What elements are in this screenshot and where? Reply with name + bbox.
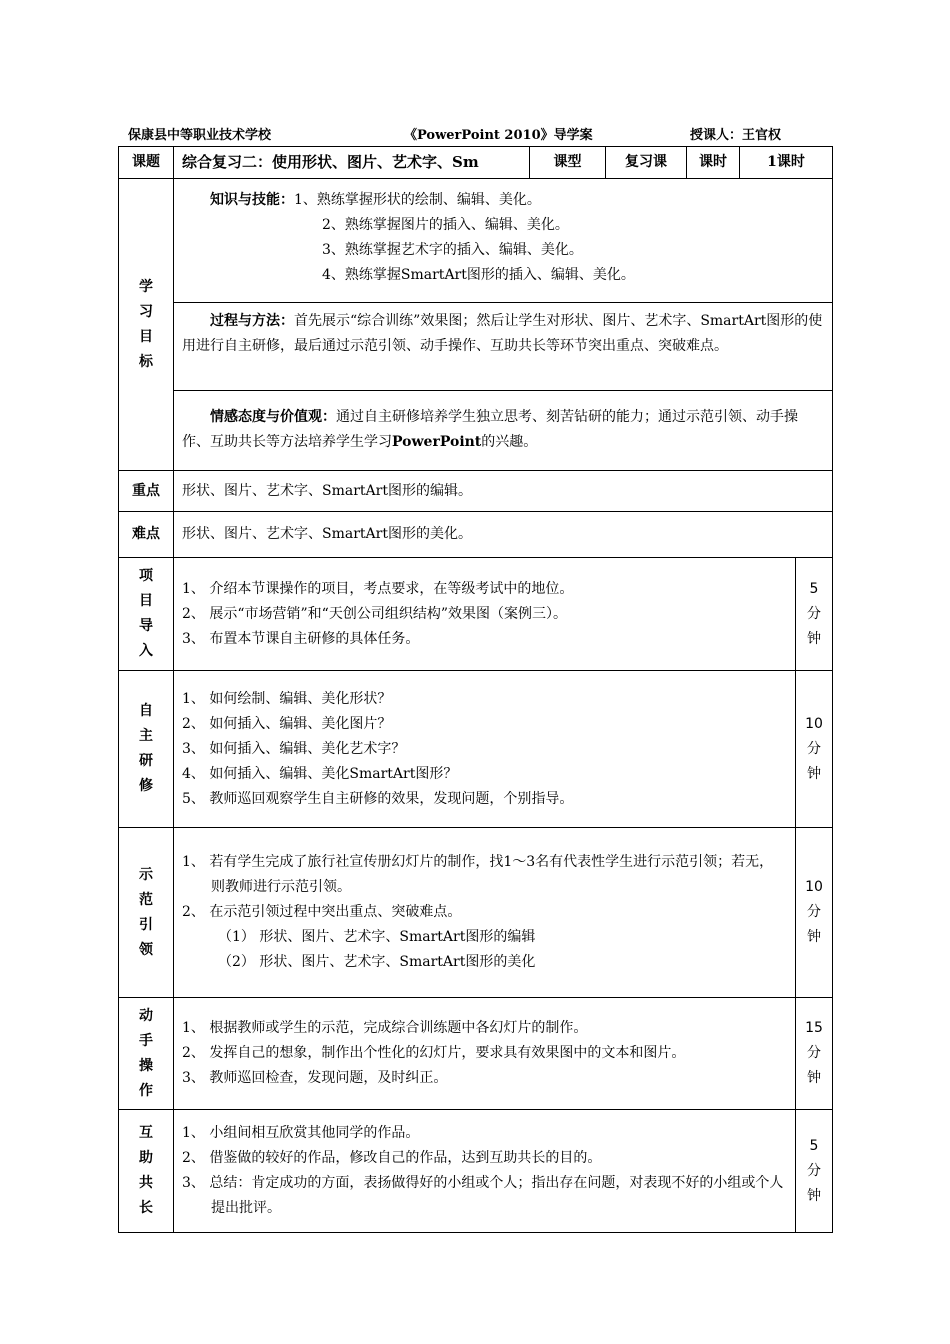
key-point-row (119, 471, 833, 512)
list-item: 1、 若有学生完成了旅行社宣传册幻灯片的制作，找1～3名有代表性学生进行示范引领；若无，则教师进行示范引领。 (182, 854, 774, 895)
stage-label-mutual-help: 互助共长 (119, 1110, 174, 1233)
list-item: 5、 教师巡回观察学生自主研修的效果，发现问题，个别指导。 (182, 790, 574, 807)
type-value: 复习课 (606, 147, 687, 179)
list-item: 3、 教师巡回检查，发现问题，及时纠正。 (182, 1070, 448, 1086)
knowledge-skills-cell (174, 179, 833, 303)
process-text: 首先展示“综合训练”效果图；然后让学生对形状、图片、艺术字、SmartArt图形的使用进行自主研修，最后通过示范引领、动手操作、互助共长等环节突出重点、突破难点。 (182, 313, 823, 354)
emotion-value-cell (174, 391, 833, 471)
stage-time-mutual-help: 5 分 钟 (796, 1110, 833, 1233)
stage-time-self-study: 10 分 钟 (796, 671, 833, 828)
stage-time-demo: 10 分 钟 (796, 828, 833, 998)
sub-list-item: （2） 形状、图片、艺术字、SmartArt图形的美化 (218, 954, 536, 970)
stage-label-intro: 项目导入 (119, 558, 174, 671)
stage-content-self-study (174, 671, 796, 828)
emotion-text-1: 通过自主研修培养学生独立思考、刻苦钻研的能力；通过示范引领、动手操作、互助共长等方法培养学生学习 (182, 409, 798, 450)
difficulty-row (119, 512, 833, 558)
list-item: 3、 布置本节课自主研修的具体任务。 (182, 630, 420, 647)
sub-list-item: （1） 形状、图片、艺术字、SmartArt图形的编辑 (218, 929, 536, 945)
stage-content-hands-on (174, 998, 796, 1110)
topic-label: 课题 (119, 147, 174, 179)
list-item: 1、 小组间相互欣赏其他同学的作品。 (182, 1125, 420, 1141)
list-item: 1、 根据教师或学生的示范，完成综合训练题中各幻灯片的制作。 (182, 1020, 588, 1036)
list-item: 2、 发挥自己的想象，制作出个性化的幻灯片，要求具有效果图中的文本和图片。 (182, 1045, 686, 1061)
topic-value: 综合复习二：使用形状、图片、艺术字、Sm (174, 147, 530, 179)
difficulty-label: 难点 (119, 512, 174, 558)
list-item: 3、 如何插入、编辑、美化艺术字？ (182, 740, 406, 757)
list-item: 2、 展示“市场营销”和“天创公司组织结构”效果图（案例三）。 (182, 605, 567, 622)
emotion-title: 情感态度与价值观： (210, 409, 336, 425)
topic-row (119, 147, 833, 179)
document-title: 《PowerPoint 2010》导学案 (404, 128, 593, 143)
emotion-bold-text: PowerPoint (392, 434, 482, 450)
process-method-cell (174, 303, 833, 391)
teacher-name: 授课人：王官权 (690, 128, 782, 143)
process-title: 过程与方法： (210, 313, 294, 329)
stage-content-intro (174, 558, 796, 671)
key-point-label: 重点 (119, 471, 174, 512)
list-item: 2、 在示范引领过程中突出重点、突破难点。 (182, 904, 462, 920)
hours-value: 1课时 (740, 147, 833, 179)
objectives-knowledge-row (119, 179, 833, 303)
objectives-label: 学习目标 (119, 179, 174, 471)
stage-row-intro (119, 558, 833, 671)
school-name: 保康县中等职业技术学校 (128, 128, 272, 143)
type-label: 课型 (530, 147, 606, 179)
knowledge-item-2: 2、熟练掌握图片的插入、编辑、美化。 (322, 217, 569, 233)
difficulty-text: 形状、图片、艺术字、SmartArt图形的美化。 (174, 512, 833, 558)
list-item: 1、 介绍本节课操作的项目，考点要求，在等级考试中的地位。 (182, 580, 574, 597)
stage-time-hands-on: 15 分 钟 (796, 998, 833, 1110)
key-point-text: 形状、图片、艺术字、SmartArt图形的编辑。 (174, 471, 833, 512)
objectives-process-row (119, 303, 833, 391)
knowledge-item-3: 3、熟练掌握艺术字的插入、编辑、美化。 (322, 242, 583, 258)
emotion-text-2: 的兴趣。 (481, 434, 538, 450)
list-item: 2、 如何插入、编辑、美化图片？ (182, 715, 392, 732)
stage-row-self-study (119, 671, 833, 828)
list-item: 4、 如何插入、编辑、美化SmartArt图形？ (182, 765, 458, 782)
stage-time-intro: 5 分 钟 (796, 558, 833, 671)
stage-label-hands-on: 动手操作 (119, 998, 174, 1110)
knowledge-title: 知识与技能： (210, 192, 294, 208)
stage-content-mutual-help (174, 1110, 796, 1233)
objectives-emotion-row (119, 391, 833, 471)
lesson-plan-table (118, 146, 833, 1233)
knowledge-item-1: 1、熟练掌握形状的绘制、编辑、美化。 (294, 192, 541, 208)
list-item: 2、 借鉴做的较好的作品，修改自己的作品，达到互助共长的目的。 (182, 1150, 602, 1166)
list-item: 1、 如何绘制、编辑、美化形状？ (182, 690, 392, 707)
stage-row-mutual-help (119, 1110, 833, 1233)
stage-label-self-study: 自主研修 (119, 671, 174, 828)
stage-row-hands-on (119, 998, 833, 1110)
knowledge-item-4: 4、熟练掌握SmartArt图形的插入、编辑、美化。 (322, 267, 635, 283)
stage-row-demo (119, 828, 833, 998)
list-item: 3、 总结：肯定成功的方面，表扬做得好的小组或个人；指出存在问题，对表现不好的小组或个人提出批评。 (182, 1175, 784, 1216)
hours-label: 课时 (687, 147, 740, 179)
stage-content-demo (174, 828, 796, 998)
stage-label-demo: 示范引领 (119, 828, 174, 998)
